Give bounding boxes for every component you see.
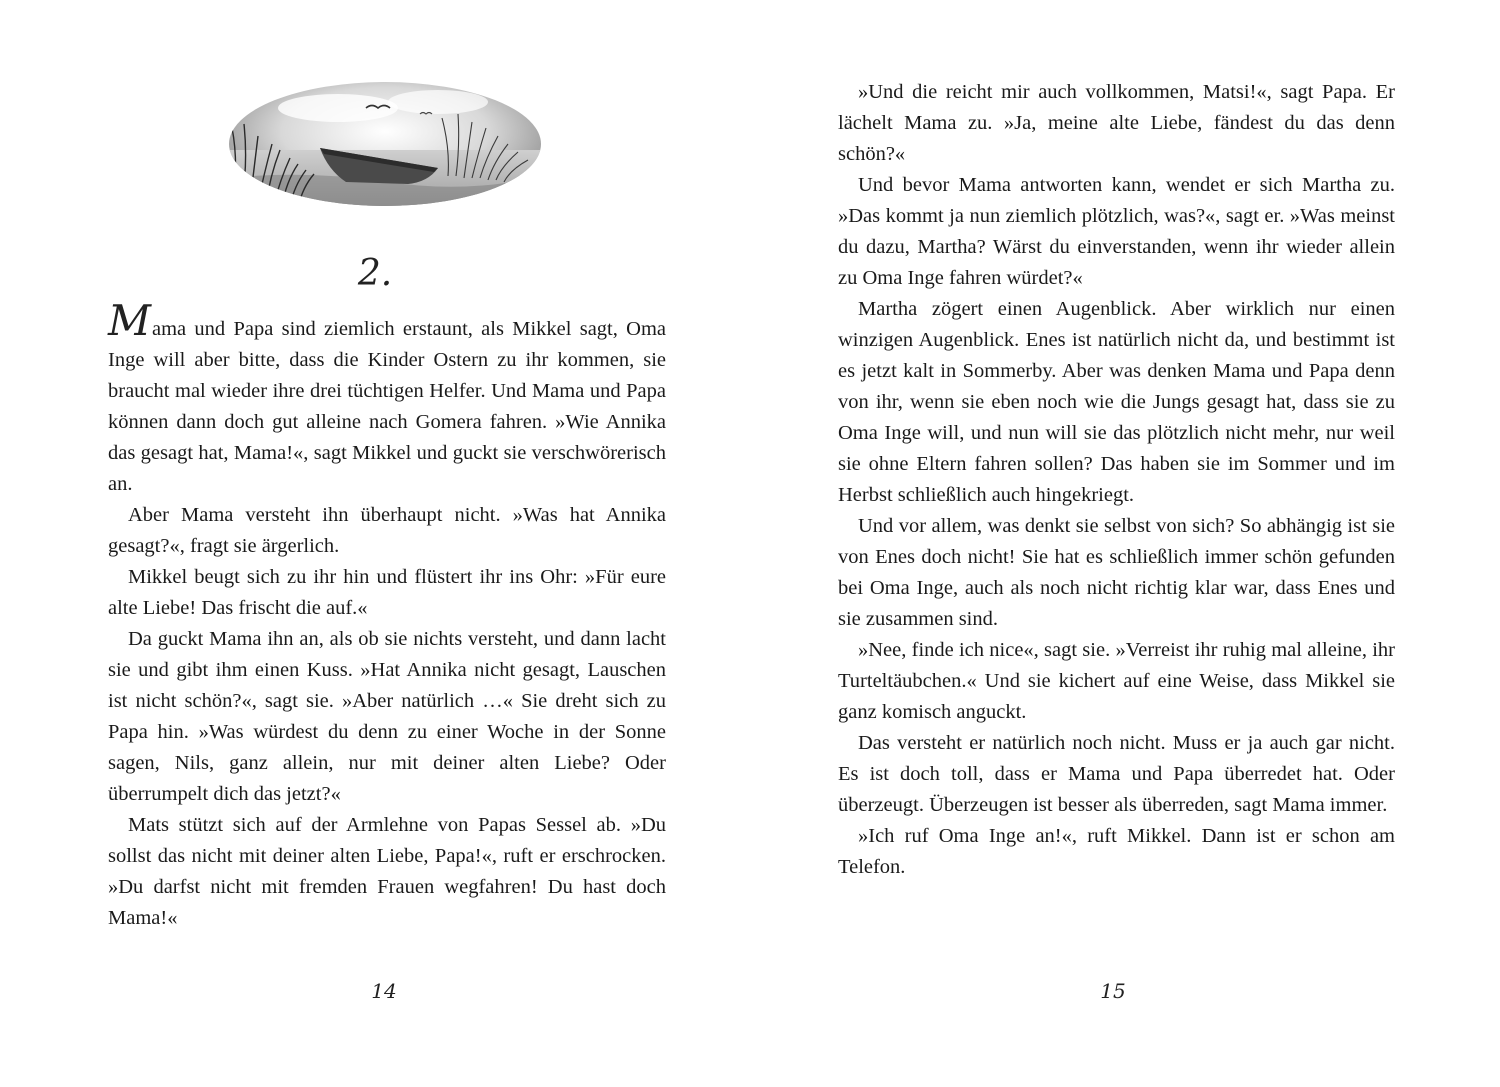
paragraph: Das versteht er natürlich noch nicht. Muss er ja auch gar nicht. Es ist doch toll, dass er Mama und Papa überredet hat. Oder überzeugt. Überzeugen ist besser als überreden, sagt Mama immer. bbox=[838, 732, 1395, 816]
paragraph: »Und die reicht mir auch vollkommen, Matsi!«, sagt Papa. Er lächelt Mama zu. »Ja, meine alte Liebe, fändest du das denn schön?« bbox=[838, 81, 1395, 165]
page-number: 14 bbox=[371, 979, 397, 1003]
paragraph: Aber Mama versteht ihn überhaupt nicht. »Was hat Annika gesagt?«, fragt sie ärgerlich. bbox=[108, 504, 666, 557]
paragraph: Martha zögert einen Augenblick. Aber wirklich nur einen winzigen Augenblick. Enes ist natürlich nicht da, und bestimmt ist es jetzt kalt in Sommerby. Aber was denken Mama und Papa denn von ihr, wenn sie eben noch wie die Jungs gesagt hat, dass sie zu Oma Inge will, und nun will sie das plötzlich nicht mehr, nur weil sie ohne Eltern fahren sollen? Das haben sie im Sommer und im Herbst schließlich auch hingekriegt. bbox=[838, 298, 1395, 506]
rowboat-illustration bbox=[228, 78, 542, 212]
chapter-number: 2. bbox=[357, 253, 393, 294]
paragraph: Mats stützt sich auf der Armlehne von Papas Sessel ab. »Du sollst das nicht mit deiner alten Liebe, Papa!«, ruft er erschrocken. »Du darfst nicht mit fremden Frauen wegfahren! Du hast doch Mama!« bbox=[108, 814, 666, 929]
right-page bbox=[750, 0, 1500, 1087]
paragraph bbox=[108, 296, 666, 500]
paragraph: »Nee, finde ich nice«, sagt sie. »Verreist ihr ruhig mal alleine, ihr Turteltäubchen.« Und sie kichert auf eine Weise, dass Mikkel sie ganz komisch anguckt. bbox=[838, 639, 1395, 723]
paragraph-text: ama und Papa sind ziemlich erstaunt, als Mikkel sagt, Oma Inge will aber bitte, dass die Kinder Ostern zu ihr kommen, sie braucht mal wieder ihre drei tüchtigen Helfer. Und Mama und Papa können dann doch gut alleine nach Gomera fahren. »Wie Annika das gesagt hat, Mama!«, sagt Mikkel und guckt sie verschwörerisch an. bbox=[108, 318, 666, 495]
paragraph: Und bevor Mama antworten kann, wendet er sich Martha zu. »Das kommt ja nun ziemlich plötzlich, was?«, sagt er. »Was meinst du dazu, Martha? Wärst du einverstanden, wenn ihr wieder allein zu Oma Inge fahren würdet?« bbox=[838, 174, 1395, 289]
right-body-text bbox=[838, 77, 1395, 883]
drop-cap: M bbox=[108, 296, 152, 345]
left-body-text bbox=[108, 296, 666, 934]
paragraph: Mikkel beugt sich zu ihr hin und flüstert ihr ins Ohr: »Für eure alte Liebe! Das frischt die auf.« bbox=[108, 566, 666, 619]
page-number: 15 bbox=[1100, 979, 1126, 1003]
paragraph: Da guckt Mama ihn an, als ob sie nichts versteht, und dann lacht sie und gibt ihm einen Kuss. »Hat Annika nicht gesagt, Lauschen ist nicht schön?«, sagt sie. »Aber natürlich …« Sie dreht sich zu Papa hin. »Was würdest du denn zu einer Woche in der Sonne sagen, Nils, ganz allein, nur mit deiner alten Liebe? Oder überrumpelt dich das jetzt?« bbox=[108, 628, 666, 805]
paragraph: »Ich ruf Oma Inge an!«, ruft Mikkel. Dann ist er schon am Telefon. bbox=[838, 825, 1395, 878]
paragraph: Und vor allem, was denkt sie selbst von sich? So abhängig ist sie von Enes doch nicht! Sie hat es schließlich immer schön gefunden bei Oma Inge, auch als noch nicht richtig klar war, dass Enes und sie zusammen sind. bbox=[838, 515, 1395, 630]
